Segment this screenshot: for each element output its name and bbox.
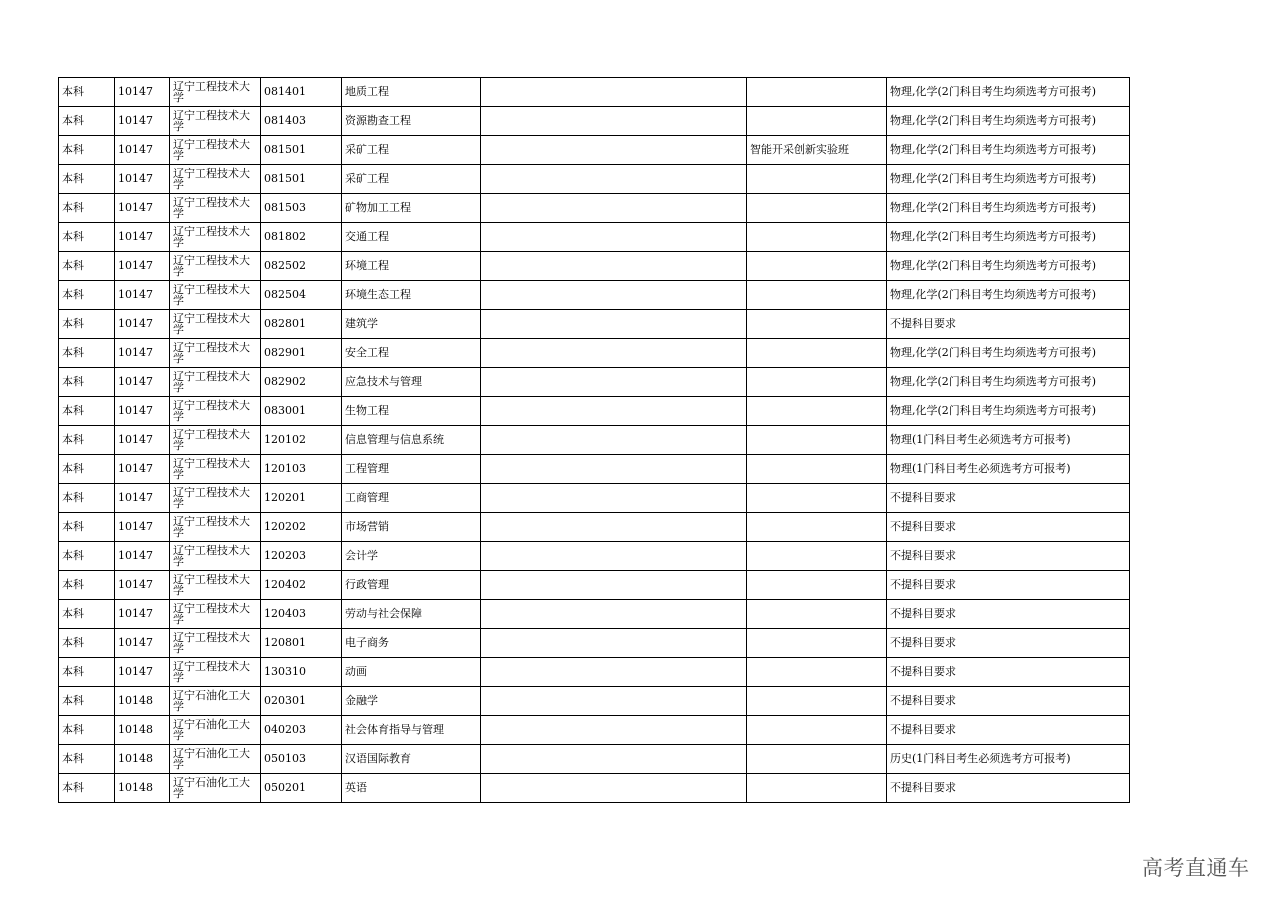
level-cell: 本科 bbox=[59, 397, 115, 426]
subject-requirements-table bbox=[58, 77, 1130, 803]
subject-requirement-cell: 不提科目要求 bbox=[887, 629, 1130, 658]
school-name-cell: 辽宁工程技术大学 bbox=[170, 194, 261, 223]
subject-requirement-cell: 不提科目要求 bbox=[887, 542, 1130, 571]
major-code-cell: 083001 bbox=[261, 397, 342, 426]
remark-cell bbox=[481, 513, 747, 542]
major-name-cell: 资源勘查工程 bbox=[342, 107, 481, 136]
table-row bbox=[59, 368, 1130, 397]
subject-requirement-cell: 物理,化学(2门科目考生均须选考方可报考) bbox=[887, 281, 1130, 310]
school-name-cell: 辽宁工程技术大学 bbox=[170, 165, 261, 194]
school-name-cell: 辽宁工程技术大学 bbox=[170, 107, 261, 136]
major-name-cell: 应急技术与管理 bbox=[342, 368, 481, 397]
school-name-cell: 辽宁石油化工大学 bbox=[170, 774, 261, 803]
level-cell: 本科 bbox=[59, 571, 115, 600]
school-code-cell: 10147 bbox=[115, 223, 170, 252]
subject-requirement-cell: 不提科目要求 bbox=[887, 658, 1130, 687]
table-row bbox=[59, 339, 1130, 368]
school-name-cell: 辽宁工程技术大学 bbox=[170, 658, 261, 687]
table-row bbox=[59, 455, 1130, 484]
major-name-cell: 安全工程 bbox=[342, 339, 481, 368]
level-cell: 本科 bbox=[59, 426, 115, 455]
major-code-cell: 082502 bbox=[261, 252, 342, 281]
major-code-cell: 120102 bbox=[261, 426, 342, 455]
table-row bbox=[59, 658, 1130, 687]
remark-cell bbox=[481, 716, 747, 745]
table-row bbox=[59, 426, 1130, 455]
class-note-cell: 智能开采创新实验班 bbox=[747, 136, 887, 165]
subject-requirement-cell: 物理(1门科目考生必须选考方可报考) bbox=[887, 426, 1130, 455]
subject-requirement-cell: 物理,化学(2门科目考生均须选考方可报考) bbox=[887, 252, 1130, 281]
subject-requirement-cell: 不提科目要求 bbox=[887, 716, 1130, 745]
class-note-cell bbox=[747, 687, 887, 716]
table-row bbox=[59, 78, 1130, 107]
level-cell: 本科 bbox=[59, 368, 115, 397]
school-code-cell: 10147 bbox=[115, 194, 170, 223]
table-row bbox=[59, 310, 1130, 339]
subject-requirement-cell: 物理,化学(2门科目考生均须选考方可报考) bbox=[887, 107, 1130, 136]
remark-cell bbox=[481, 310, 747, 339]
class-note-cell bbox=[747, 310, 887, 339]
table-row bbox=[59, 223, 1130, 252]
table-row bbox=[59, 107, 1130, 136]
remark-cell bbox=[481, 455, 747, 484]
remark-cell bbox=[481, 687, 747, 716]
level-cell: 本科 bbox=[59, 339, 115, 368]
level-cell: 本科 bbox=[59, 78, 115, 107]
table-row bbox=[59, 774, 1130, 803]
major-code-cell: 082901 bbox=[261, 339, 342, 368]
major-name-cell: 采矿工程 bbox=[342, 165, 481, 194]
class-note-cell bbox=[747, 745, 887, 774]
major-code-cell: 081501 bbox=[261, 136, 342, 165]
major-name-cell: 地质工程 bbox=[342, 78, 481, 107]
remark-cell bbox=[481, 484, 747, 513]
table-body bbox=[59, 78, 1130, 803]
major-name-cell: 会计学 bbox=[342, 542, 481, 571]
school-code-cell: 10147 bbox=[115, 310, 170, 339]
subject-requirement-cell: 物理,化学(2门科目考生均须选考方可报考) bbox=[887, 397, 1130, 426]
level-cell: 本科 bbox=[59, 455, 115, 484]
major-name-cell: 建筑学 bbox=[342, 310, 481, 339]
subject-requirement-cell: 不提科目要求 bbox=[887, 513, 1130, 542]
school-name-cell: 辽宁工程技术大学 bbox=[170, 223, 261, 252]
major-code-cell: 040203 bbox=[261, 716, 342, 745]
class-note-cell bbox=[747, 774, 887, 803]
level-cell: 本科 bbox=[59, 687, 115, 716]
major-name-cell: 交通工程 bbox=[342, 223, 481, 252]
class-note-cell bbox=[747, 78, 887, 107]
major-code-cell: 130310 bbox=[261, 658, 342, 687]
subject-requirement-cell: 物理,化学(2门科目考生均须选考方可报考) bbox=[887, 368, 1130, 397]
major-name-cell: 生物工程 bbox=[342, 397, 481, 426]
level-cell: 本科 bbox=[59, 107, 115, 136]
remark-cell bbox=[481, 165, 747, 194]
level-cell: 本科 bbox=[59, 542, 115, 571]
major-name-cell: 社会体育指导与管理 bbox=[342, 716, 481, 745]
level-cell: 本科 bbox=[59, 513, 115, 542]
remark-cell bbox=[481, 774, 747, 803]
school-code-cell: 10147 bbox=[115, 542, 170, 571]
class-note-cell bbox=[747, 165, 887, 194]
school-code-cell: 10147 bbox=[115, 136, 170, 165]
major-code-cell: 082801 bbox=[261, 310, 342, 339]
school-code-cell: 10147 bbox=[115, 281, 170, 310]
table-row bbox=[59, 542, 1130, 571]
class-note-cell bbox=[747, 339, 887, 368]
school-name-cell: 辽宁工程技术大学 bbox=[170, 542, 261, 571]
school-code-cell: 10148 bbox=[115, 716, 170, 745]
class-note-cell bbox=[747, 716, 887, 745]
class-note-cell bbox=[747, 629, 887, 658]
major-code-cell: 050201 bbox=[261, 774, 342, 803]
remark-cell bbox=[481, 629, 747, 658]
remark-cell bbox=[481, 658, 747, 687]
major-name-cell: 工商管理 bbox=[342, 484, 481, 513]
table-row bbox=[59, 629, 1130, 658]
subject-requirement-cell: 物理,化学(2门科目考生均须选考方可报考) bbox=[887, 136, 1130, 165]
school-code-cell: 10147 bbox=[115, 455, 170, 484]
school-code-cell: 10147 bbox=[115, 252, 170, 281]
remark-cell bbox=[481, 745, 747, 774]
major-name-cell: 工程管理 bbox=[342, 455, 481, 484]
level-cell: 本科 bbox=[59, 194, 115, 223]
school-name-cell: 辽宁工程技术大学 bbox=[170, 281, 261, 310]
major-name-cell: 金融学 bbox=[342, 687, 481, 716]
level-cell: 本科 bbox=[59, 223, 115, 252]
remark-cell bbox=[481, 600, 747, 629]
class-note-cell bbox=[747, 571, 887, 600]
school-code-cell: 10147 bbox=[115, 426, 170, 455]
class-note-cell bbox=[747, 107, 887, 136]
school-name-cell: 辽宁工程技术大学 bbox=[170, 310, 261, 339]
major-code-cell: 082902 bbox=[261, 368, 342, 397]
major-code-cell: 120203 bbox=[261, 542, 342, 571]
school-name-cell: 辽宁工程技术大学 bbox=[170, 339, 261, 368]
school-code-cell: 10147 bbox=[115, 78, 170, 107]
class-note-cell bbox=[747, 368, 887, 397]
level-cell: 本科 bbox=[59, 629, 115, 658]
class-note-cell bbox=[747, 455, 887, 484]
school-name-cell: 辽宁石油化工大学 bbox=[170, 716, 261, 745]
level-cell: 本科 bbox=[59, 252, 115, 281]
remark-cell bbox=[481, 571, 747, 600]
major-name-cell: 矿物加工工程 bbox=[342, 194, 481, 223]
major-code-cell: 120402 bbox=[261, 571, 342, 600]
remark-cell bbox=[481, 252, 747, 281]
table-row bbox=[59, 252, 1130, 281]
major-code-cell: 120103 bbox=[261, 455, 342, 484]
school-name-cell: 辽宁工程技术大学 bbox=[170, 629, 261, 658]
class-note-cell bbox=[747, 426, 887, 455]
remark-cell bbox=[481, 368, 747, 397]
school-code-cell: 10147 bbox=[115, 629, 170, 658]
remark-cell bbox=[481, 194, 747, 223]
table-row bbox=[59, 513, 1130, 542]
school-name-cell: 辽宁石油化工大学 bbox=[170, 687, 261, 716]
level-cell: 本科 bbox=[59, 716, 115, 745]
remark-cell bbox=[481, 426, 747, 455]
remark-cell bbox=[481, 397, 747, 426]
subject-requirement-cell: 不提科目要求 bbox=[887, 310, 1130, 339]
remark-cell bbox=[481, 542, 747, 571]
school-code-cell: 10147 bbox=[115, 397, 170, 426]
major-name-cell: 采矿工程 bbox=[342, 136, 481, 165]
school-code-cell: 10147 bbox=[115, 165, 170, 194]
school-name-cell: 辽宁工程技术大学 bbox=[170, 513, 261, 542]
level-cell: 本科 bbox=[59, 136, 115, 165]
class-note-cell bbox=[747, 281, 887, 310]
table-row bbox=[59, 716, 1130, 745]
subject-requirement-cell: 物理,化学(2门科目考生均须选考方可报考) bbox=[887, 339, 1130, 368]
school-name-cell: 辽宁工程技术大学 bbox=[170, 78, 261, 107]
major-code-cell: 081503 bbox=[261, 194, 342, 223]
class-note-cell bbox=[747, 513, 887, 542]
major-code-cell: 081403 bbox=[261, 107, 342, 136]
class-note-cell bbox=[747, 223, 887, 252]
major-name-cell: 行政管理 bbox=[342, 571, 481, 600]
major-name-cell: 英语 bbox=[342, 774, 481, 803]
subject-requirement-cell: 不提科目要求 bbox=[887, 484, 1130, 513]
school-name-cell: 辽宁工程技术大学 bbox=[170, 397, 261, 426]
major-code-cell: 050103 bbox=[261, 745, 342, 774]
remark-cell bbox=[481, 339, 747, 368]
table-row bbox=[59, 571, 1130, 600]
class-note-cell bbox=[747, 252, 887, 281]
table-row bbox=[59, 600, 1130, 629]
major-name-cell: 劳动与社会保障 bbox=[342, 600, 481, 629]
major-code-cell: 120201 bbox=[261, 484, 342, 513]
school-code-cell: 10147 bbox=[115, 571, 170, 600]
major-name-cell: 环境生态工程 bbox=[342, 281, 481, 310]
class-note-cell bbox=[747, 600, 887, 629]
level-cell: 本科 bbox=[59, 310, 115, 339]
remark-cell bbox=[481, 78, 747, 107]
major-code-cell: 020301 bbox=[261, 687, 342, 716]
school-name-cell: 辽宁工程技术大学 bbox=[170, 571, 261, 600]
table-row bbox=[59, 484, 1130, 513]
watermark-text: 高考直通车 bbox=[1142, 856, 1250, 880]
school-code-cell: 10147 bbox=[115, 484, 170, 513]
table-row bbox=[59, 194, 1130, 223]
class-note-cell bbox=[747, 542, 887, 571]
subject-requirement-cell: 不提科目要求 bbox=[887, 571, 1130, 600]
school-name-cell: 辽宁工程技术大学 bbox=[170, 455, 261, 484]
subject-requirement-cell: 不提科目要求 bbox=[887, 600, 1130, 629]
school-name-cell: 辽宁工程技术大学 bbox=[170, 136, 261, 165]
school-code-cell: 10148 bbox=[115, 774, 170, 803]
level-cell: 本科 bbox=[59, 600, 115, 629]
level-cell: 本科 bbox=[59, 165, 115, 194]
major-code-cell: 120801 bbox=[261, 629, 342, 658]
major-name-cell: 汉语国际教育 bbox=[342, 745, 481, 774]
subject-requirement-cell: 物理,化学(2门科目考生均须选考方可报考) bbox=[887, 223, 1130, 252]
school-name-cell: 辽宁工程技术大学 bbox=[170, 368, 261, 397]
school-name-cell: 辽宁工程技术大学 bbox=[170, 426, 261, 455]
level-cell: 本科 bbox=[59, 658, 115, 687]
school-code-cell: 10148 bbox=[115, 687, 170, 716]
subject-requirement-cell: 物理,化学(2门科目考生均须选考方可报考) bbox=[887, 78, 1130, 107]
school-code-cell: 10147 bbox=[115, 658, 170, 687]
major-code-cell: 081401 bbox=[261, 78, 342, 107]
remark-cell bbox=[481, 281, 747, 310]
school-code-cell: 10148 bbox=[115, 745, 170, 774]
major-name-cell: 市场营销 bbox=[342, 513, 481, 542]
subject-requirement-cell: 物理,化学(2门科目考生均须选考方可报考) bbox=[887, 194, 1130, 223]
school-name-cell: 辽宁工程技术大学 bbox=[170, 484, 261, 513]
school-code-cell: 10147 bbox=[115, 339, 170, 368]
class-note-cell bbox=[747, 397, 887, 426]
school-code-cell: 10147 bbox=[115, 107, 170, 136]
major-code-cell: 081802 bbox=[261, 223, 342, 252]
table-row bbox=[59, 281, 1130, 310]
table-row bbox=[59, 397, 1130, 426]
school-name-cell: 辽宁工程技术大学 bbox=[170, 600, 261, 629]
major-code-cell: 120202 bbox=[261, 513, 342, 542]
remark-cell bbox=[481, 223, 747, 252]
table-row bbox=[59, 745, 1130, 774]
class-note-cell bbox=[747, 194, 887, 223]
school-code-cell: 10147 bbox=[115, 513, 170, 542]
major-name-cell: 动画 bbox=[342, 658, 481, 687]
table-row bbox=[59, 136, 1130, 165]
school-name-cell: 辽宁工程技术大学 bbox=[170, 252, 261, 281]
school-code-cell: 10147 bbox=[115, 600, 170, 629]
table-row bbox=[59, 165, 1130, 194]
subject-requirement-cell: 不提科目要求 bbox=[887, 774, 1130, 803]
major-name-cell: 电子商务 bbox=[342, 629, 481, 658]
subject-requirement-cell: 历史(1门科目考生必须选考方可报考) bbox=[887, 745, 1130, 774]
level-cell: 本科 bbox=[59, 774, 115, 803]
remark-cell bbox=[481, 136, 747, 165]
subject-requirement-cell: 物理,化学(2门科目考生均须选考方可报考) bbox=[887, 165, 1130, 194]
major-code-cell: 081501 bbox=[261, 165, 342, 194]
school-code-cell: 10147 bbox=[115, 368, 170, 397]
major-code-cell: 082504 bbox=[261, 281, 342, 310]
class-note-cell bbox=[747, 658, 887, 687]
class-note-cell bbox=[747, 484, 887, 513]
level-cell: 本科 bbox=[59, 484, 115, 513]
school-name-cell: 辽宁石油化工大学 bbox=[170, 745, 261, 774]
subject-requirement-cell: 物理(1门科目考生必须选考方可报考) bbox=[887, 455, 1130, 484]
level-cell: 本科 bbox=[59, 745, 115, 774]
major-name-cell: 信息管理与信息系统 bbox=[342, 426, 481, 455]
remark-cell bbox=[481, 107, 747, 136]
level-cell: 本科 bbox=[59, 281, 115, 310]
major-code-cell: 120403 bbox=[261, 600, 342, 629]
table-row bbox=[59, 687, 1130, 716]
major-name-cell: 环境工程 bbox=[342, 252, 481, 281]
subject-requirement-cell: 不提科目要求 bbox=[887, 687, 1130, 716]
